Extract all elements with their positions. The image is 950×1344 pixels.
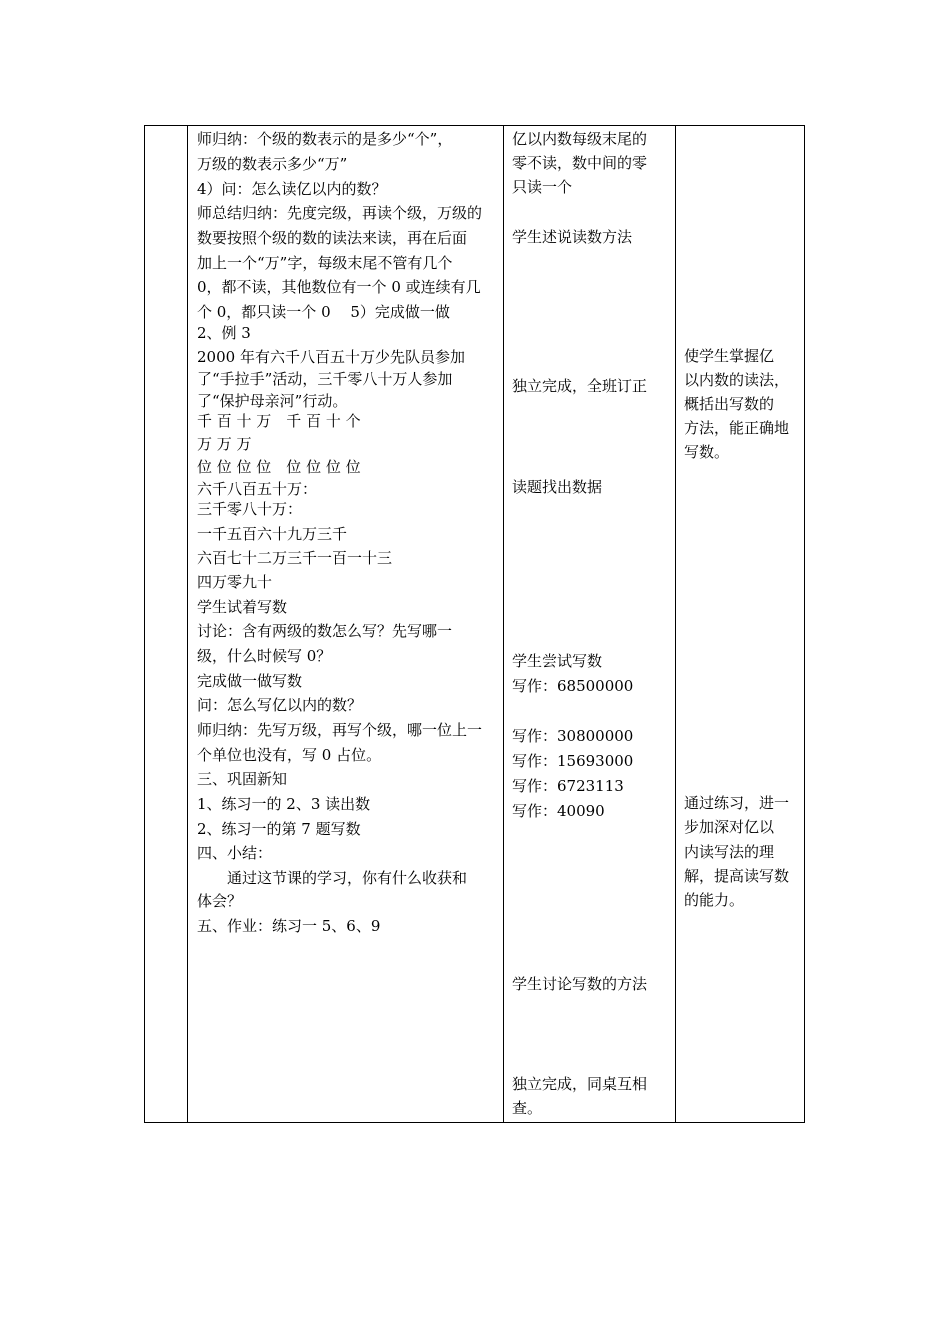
intent-text-line: 以内数的读法，: [684, 371, 790, 389]
intent-text-line: 写数。: [684, 443, 730, 461]
intent-text-line: 使学生掌握亿: [684, 347, 775, 365]
teacher-text-line: 完成做一做写数: [197, 672, 303, 690]
stage-cell: [145, 126, 188, 1123]
teacher-text-line: 0，都不读，其他数位有一个 0 或连续有几: [197, 278, 481, 296]
teacher-text-line: 数要按照个级的数的读法来读，再在后面: [197, 229, 468, 247]
student-text-line: 独立完成，全班订正: [512, 377, 648, 395]
teacher-text-line: 2000 年有六千八百五十万少先队员参加: [197, 348, 465, 366]
teacher-text-line: 三、巩固新知: [197, 770, 288, 788]
intent-text-line: 方法，能正确地: [684, 419, 790, 437]
student-text-line: 亿以内数每级末尾的: [512, 130, 648, 148]
teacher-text-line: 师归纳：先写万级，再写个级，哪一位上一: [197, 721, 483, 739]
teacher-text-line: 一千五百六十九万三千: [197, 525, 348, 543]
teacher-text-line: 问：怎么写亿以内的数？: [197, 696, 363, 714]
intent-text-line: 内读写法的理: [684, 843, 775, 861]
teacher-text-line: 了“保护母亲河”行动。: [197, 392, 348, 410]
teacher-text-line: 通过这节课的学习，你有什么收获和: [197, 869, 468, 887]
intent-text-line: 通过练习，进一: [684, 794, 790, 812]
teacher-text-line: 1、练习一的 2、3 读出数: [197, 795, 371, 813]
teacher-text-line: 学生试着写数: [197, 598, 288, 616]
intent-text-line: 解，提高读写数: [684, 867, 790, 885]
student-text-line: 写作：40090: [512, 802, 605, 820]
lesson-plan-table: [144, 125, 805, 1123]
student-text-line: 零不读，数中间的零: [512, 154, 648, 172]
teacher-text-line: 四万零九十: [197, 573, 273, 591]
student-text-line: 学生尝试写数: [512, 652, 603, 670]
teacher-text-line: 加上一个“万”字，每级末尾不管有几个: [197, 254, 453, 272]
student-text-line: 写作：15693000: [512, 752, 634, 770]
teacher-text-line: 三千零八十万：: [197, 500, 303, 518]
intent-text-line: 步加深对亿以: [684, 818, 775, 836]
teacher-text-line: 个 0，都只读一个 0 5）完成做一做: [197, 303, 450, 321]
intent-text-line: 的能力。: [684, 891, 745, 909]
teacher-text-line: 位 位 位 位 位 位 位 位: [197, 458, 361, 476]
student-activity-cell: [504, 126, 676, 1123]
teacher-text-line: 了“手拉手”活动，三千零八十万人参加: [197, 370, 453, 388]
teacher-text-line: 体会？: [197, 892, 243, 910]
student-text-line: 读题找出数据: [512, 478, 603, 496]
teacher-text-line: 万级的数表示多少“万”: [197, 155, 348, 173]
student-text-line: 独立完成，同桌互相: [512, 1075, 648, 1093]
teacher-text-line: 千 百 十 万 千 百 十 个: [197, 412, 361, 430]
student-text-line: 查。: [512, 1099, 543, 1117]
student-text-line: 写作：30800000: [512, 727, 634, 745]
student-text-line: 写作：68500000: [512, 677, 634, 695]
teacher-text-line: 六千八百五十万：: [197, 480, 318, 498]
teacher-text-line: 讨论：含有两级的数怎么写？先写哪一: [197, 622, 453, 640]
teacher-text-line: 五、作业：练习一 5、6、9: [197, 917, 381, 935]
teacher-text-line: 2、例 3: [197, 324, 251, 342]
teacher-activity-cell: [188, 126, 504, 1123]
table-row: [145, 126, 805, 1123]
teacher-text-line: 2、练习一的第 7 题写数: [197, 820, 361, 838]
teacher-text-line: 师归纳：个级的数表示的是多少“个”，: [197, 130, 453, 148]
teacher-text-line: 级，什么时候写 0？: [197, 647, 332, 665]
teacher-text-line: 师总结归纳：先度完级，再读个级，万级的: [197, 204, 483, 222]
teacher-text-line: 万 万 万: [197, 435, 252, 453]
teacher-text-line: 六百七十二万三千一百一十三: [197, 549, 393, 567]
intent-text-line: 概括出写数的: [684, 395, 775, 413]
teacher-text-line: 个单位也没有，写 0 占位。: [197, 746, 382, 764]
student-text-line: 学生讨论写数的方法: [512, 975, 648, 993]
student-text-line: 学生述说读数方法: [512, 228, 633, 246]
student-text-line: 写作：6723113: [512, 777, 624, 795]
design-intent-cell: [676, 126, 805, 1123]
teacher-text-line: 4）问：怎么读亿以内的数？: [197, 180, 387, 198]
student-text-line: 只读一个: [512, 178, 573, 196]
teacher-text-line: 四、小结：: [197, 844, 273, 862]
